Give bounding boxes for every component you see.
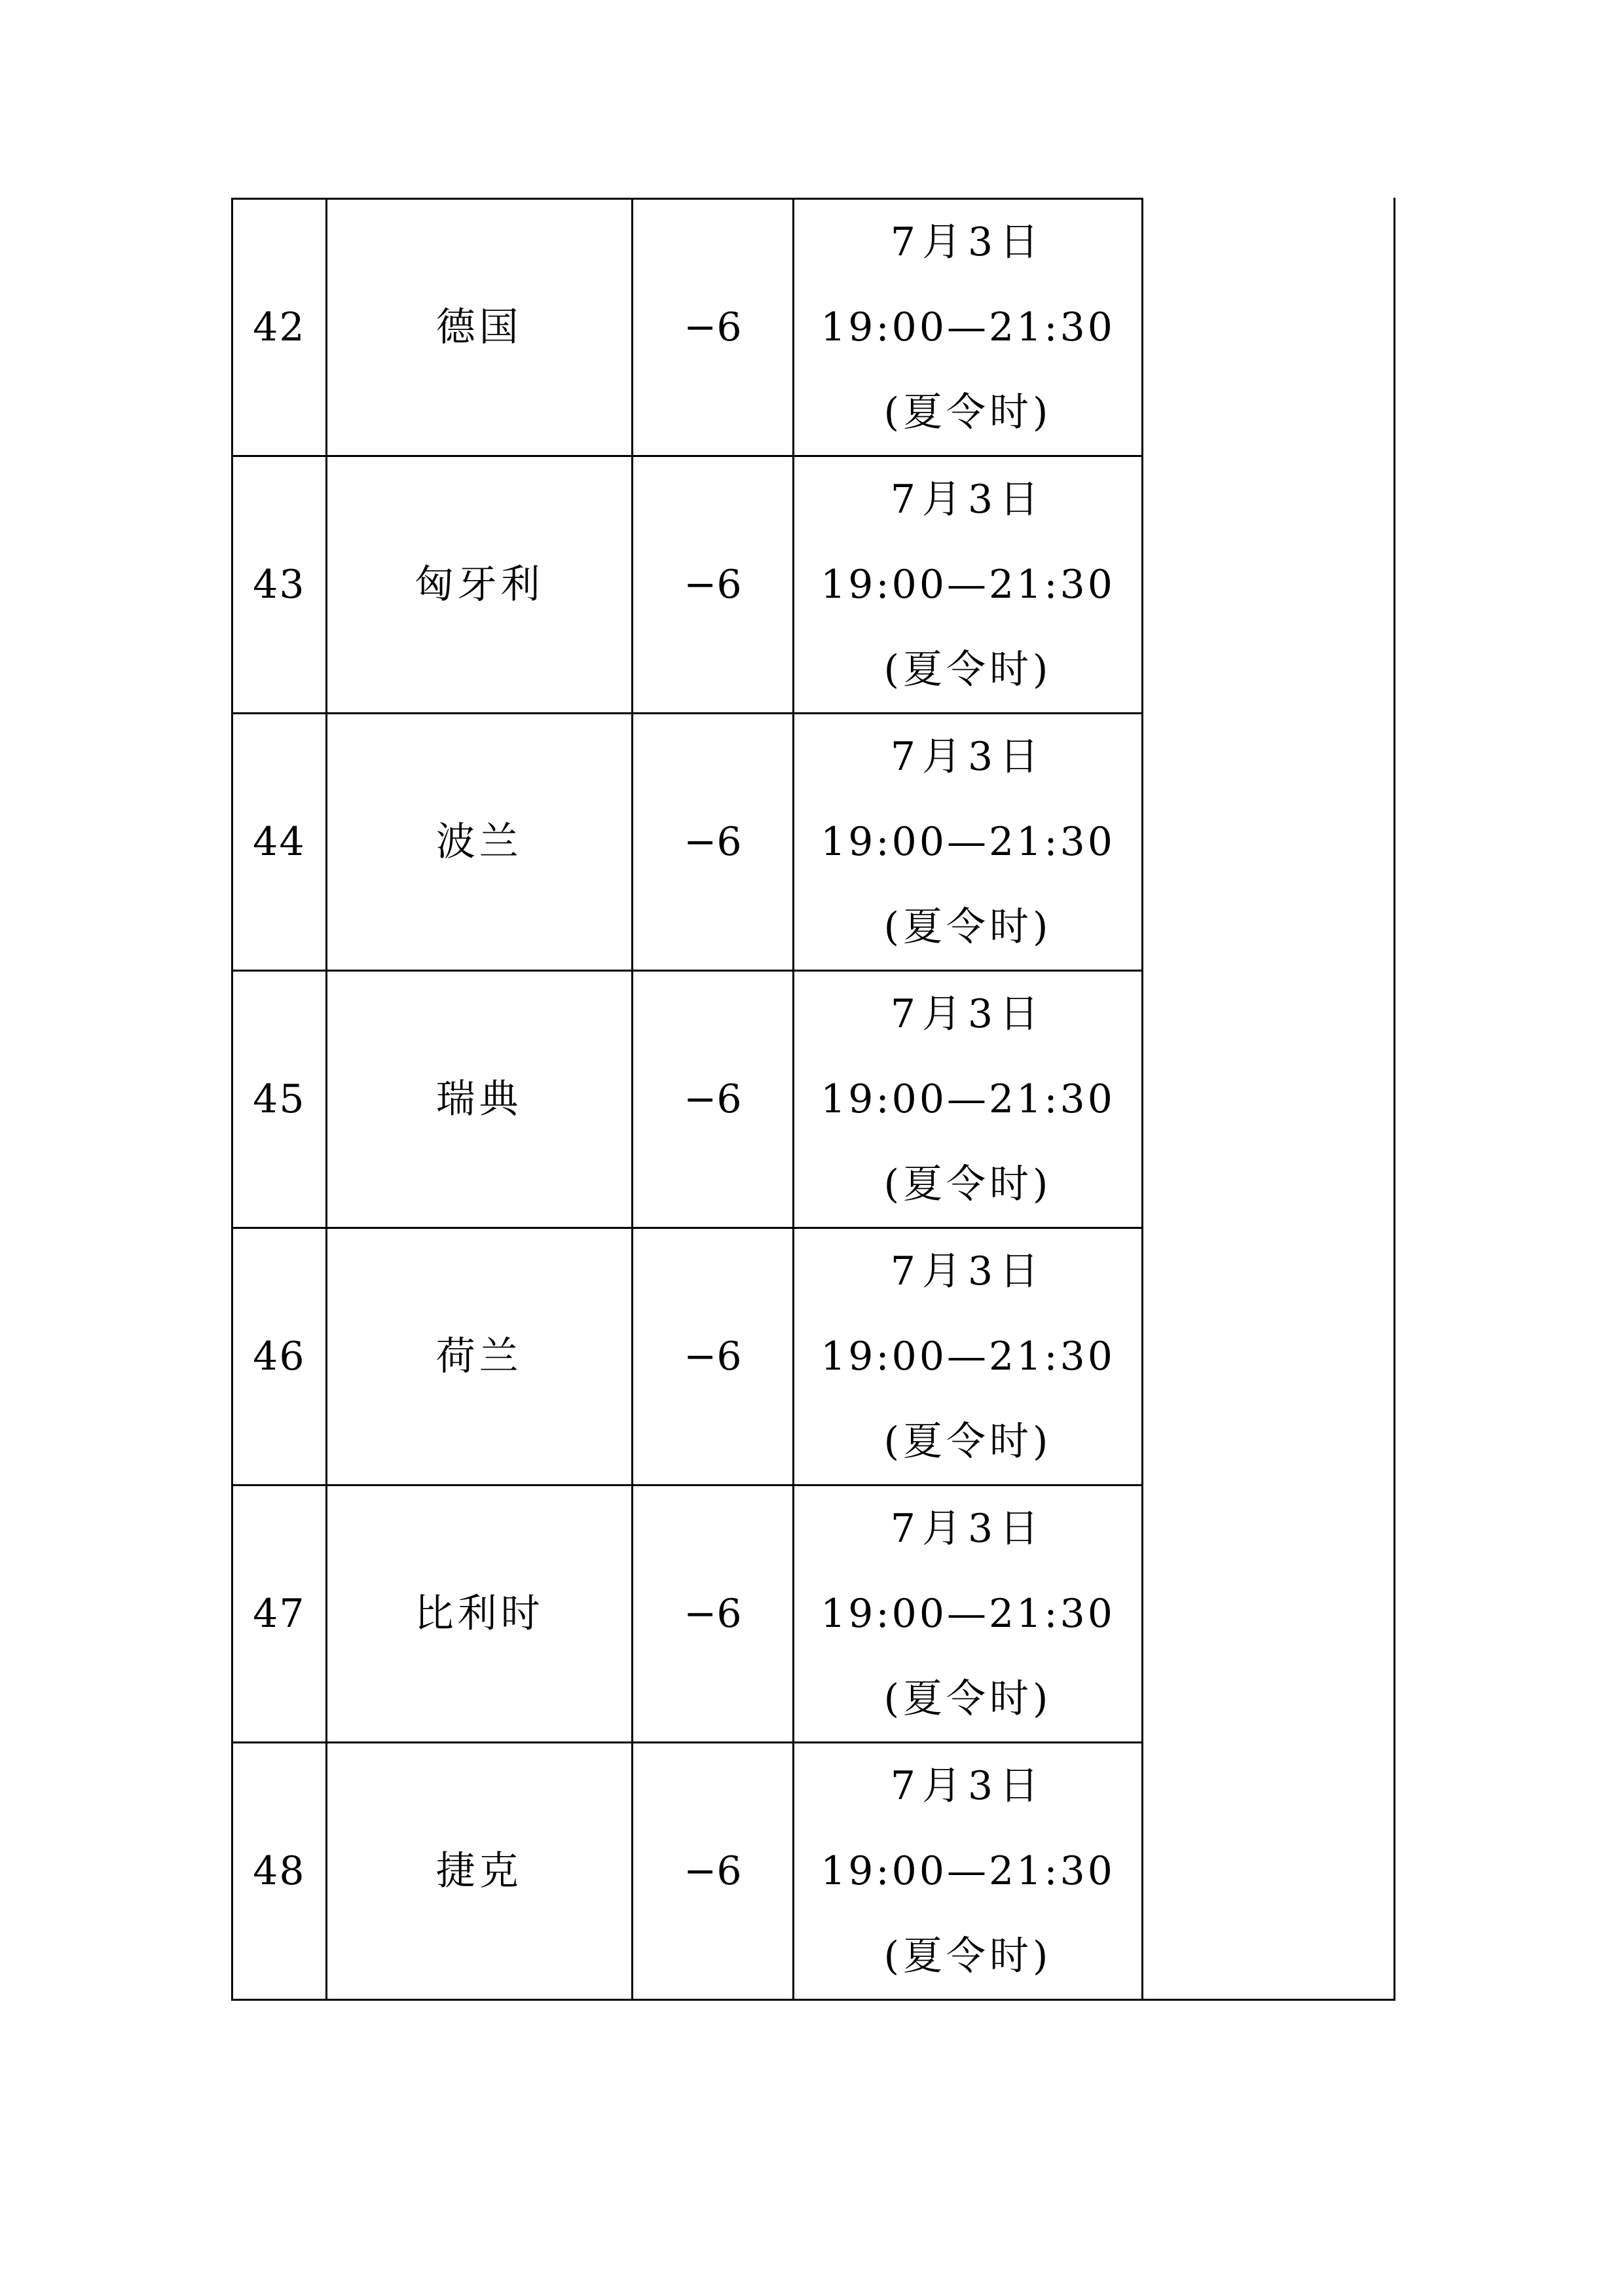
cell-schedule xyxy=(793,1743,1142,2000)
cell-country xyxy=(326,1228,632,1485)
cell-country xyxy=(326,714,632,971)
table-row xyxy=(232,1485,1395,1743)
cell-note xyxy=(1143,1228,1395,1485)
cell-number xyxy=(232,199,327,456)
schedule-date: 7月3日 xyxy=(890,1763,1046,1809)
time-offset: −6 xyxy=(684,1848,742,1894)
row-number: 45 xyxy=(253,1076,306,1122)
schedule-time: 19:00—21:30 xyxy=(821,304,1115,350)
schedule-date: 7月3日 xyxy=(890,734,1046,780)
cell-number xyxy=(232,1228,327,1485)
cell-offset xyxy=(632,1743,793,2000)
cell-schedule xyxy=(793,714,1142,971)
time-offset: −6 xyxy=(684,1334,742,1379)
table-row xyxy=(232,1228,1395,1485)
cell-country xyxy=(326,1485,632,1743)
cell-offset xyxy=(632,714,793,971)
cell-note xyxy=(1143,1485,1395,1743)
cell-schedule xyxy=(793,971,1142,1228)
row-number: 47 xyxy=(253,1591,306,1637)
cell-note xyxy=(1143,199,1395,456)
cell-number xyxy=(232,1743,327,2000)
time-offset: −6 xyxy=(684,562,742,608)
schedule-time: 19:00—21:30 xyxy=(821,1334,1115,1379)
schedule-dst-note: (夏令时) xyxy=(883,1676,1052,1722)
table-row xyxy=(232,714,1395,971)
cell-offset xyxy=(632,199,793,456)
table-row xyxy=(232,971,1395,1228)
cell-country xyxy=(326,1743,632,2000)
cell-country xyxy=(326,456,632,714)
schedule-time: 19:00—21:30 xyxy=(821,1848,1115,1894)
schedule-time: 19:00—21:30 xyxy=(821,562,1115,608)
row-number: 48 xyxy=(253,1848,306,1894)
schedule-dst-note: (夏令时) xyxy=(883,1933,1052,1979)
country-name: 瑞典 xyxy=(435,1076,523,1122)
cell-note xyxy=(1143,456,1395,714)
time-offset: −6 xyxy=(684,304,742,350)
cell-offset xyxy=(632,1228,793,1485)
cell-note xyxy=(1143,1743,1395,2000)
schedule-dst-note: (夏令时) xyxy=(883,1419,1052,1465)
time-offset: −6 xyxy=(684,1076,742,1122)
table-row xyxy=(232,199,1395,456)
schedule-time: 19:00—21:30 xyxy=(821,1591,1115,1637)
cell-note xyxy=(1143,714,1395,971)
cell-schedule xyxy=(793,456,1142,714)
country-name: 荷兰 xyxy=(435,1334,523,1379)
schedule-table-body xyxy=(232,199,1395,2000)
cell-schedule xyxy=(793,1228,1142,1485)
table-row xyxy=(232,1743,1395,2000)
schedule-dst-note: (夏令时) xyxy=(883,1161,1052,1207)
cell-number xyxy=(232,971,327,1228)
schedule-dst-note: (夏令时) xyxy=(883,647,1052,693)
cell-number xyxy=(232,456,327,714)
cell-schedule xyxy=(793,199,1142,456)
time-offset: −6 xyxy=(684,819,742,865)
schedule-dst-note: (夏令时) xyxy=(883,390,1052,435)
cell-note xyxy=(1143,971,1395,1228)
cell-schedule xyxy=(793,1485,1142,1743)
schedule-date: 7月3日 xyxy=(890,1248,1046,1294)
cell-number xyxy=(232,714,327,971)
cell-offset xyxy=(632,971,793,1228)
row-number: 46 xyxy=(253,1334,306,1379)
country-name: 匈牙利 xyxy=(414,562,544,608)
country-name: 捷克 xyxy=(435,1848,523,1894)
schedule-time: 19:00—21:30 xyxy=(821,819,1115,865)
cell-country xyxy=(326,971,632,1228)
cell-offset xyxy=(632,1485,793,1743)
schedule-date: 7月3日 xyxy=(890,219,1046,265)
cell-offset xyxy=(632,456,793,714)
schedule-date: 7月3日 xyxy=(890,1506,1046,1552)
schedule-date: 7月3日 xyxy=(890,477,1046,522)
schedule-time: 19:00—21:30 xyxy=(821,1076,1115,1122)
country-name: 波兰 xyxy=(435,819,523,865)
row-number: 43 xyxy=(253,562,306,608)
country-name: 德国 xyxy=(435,304,523,350)
cell-country xyxy=(326,199,632,456)
cell-number xyxy=(232,1485,327,1743)
schedule-table xyxy=(231,198,1395,2001)
row-number: 44 xyxy=(253,819,306,865)
schedule-date: 7月3日 xyxy=(890,991,1046,1037)
row-number: 42 xyxy=(253,304,306,350)
table-row xyxy=(232,456,1395,714)
schedule-dst-note: (夏令时) xyxy=(883,904,1052,950)
time-offset: −6 xyxy=(684,1591,742,1637)
country-name: 比利时 xyxy=(414,1591,544,1637)
